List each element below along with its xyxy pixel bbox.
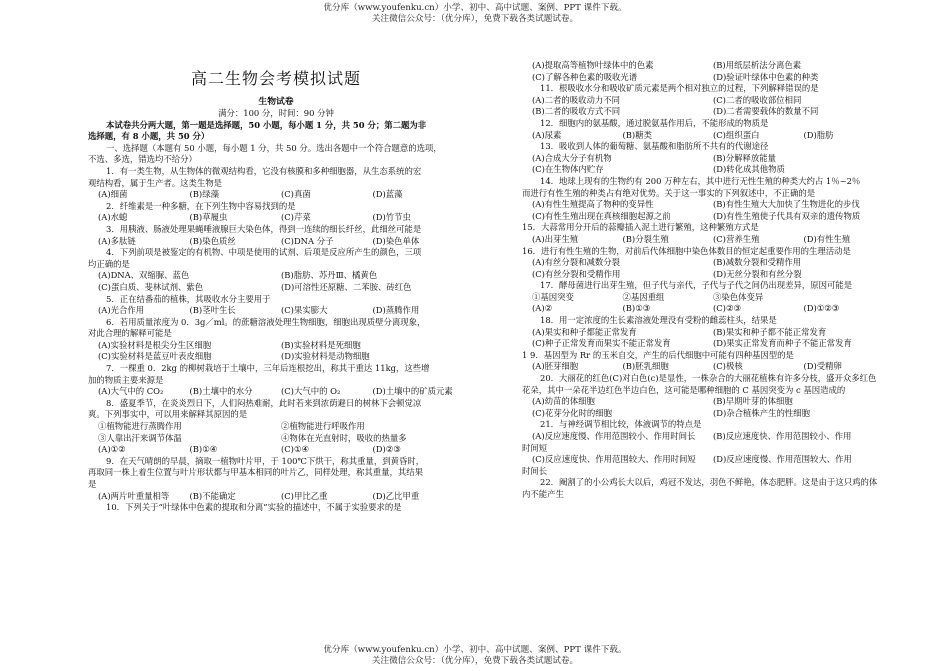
option: (D)①②③ (803, 303, 840, 314)
question-6: 6．若用质量浓度为 0．3g／ml。的蔗糖溶液处理生物细胞，细胞出现质壁分离现象， (106, 316, 426, 327)
option: (A)两片叶重量相等 (98, 490, 170, 501)
question-18: 18．用一定浓度的生长素溶液处理没有受粉的雌蕊柱头，结果是 (540, 315, 777, 326)
option: (D)蓝藻 (372, 189, 403, 200)
statement: ④物体在光直射时，吸收的热量多 (281, 432, 407, 443)
question-19: 1 9．基因型为 Rr 的玉米自交，产生的后代细胞中可能有四种基因型的是 (522, 349, 794, 360)
option: (D)蒸腾作用 (372, 305, 420, 316)
option: (C)花芽分化时的细胞 (532, 407, 612, 418)
option: (A)果实和种子都能正常发育 (532, 326, 637, 337)
question-7: 7．一棵重 0．2kg 的柳树栽培于土壤中，三年后连根挖出，称其干重达 11kg，这些增 (106, 363, 430, 374)
option: (A)①② (98, 444, 126, 455)
option: (B)反应速度快、作用范围较小、作用 (713, 431, 852, 441)
option: (B)染色质丝 (189, 235, 236, 246)
question-8-statements (88, 421, 464, 433)
question-16: 16．进行有性生殖的生物，对前后代体细胞中染色体数目的恒定起重要作用的生理活动是 (522, 245, 851, 256)
statement: ①植物能进行蒸腾作用 (98, 421, 182, 432)
question-17: 17．酵母菌进行出芽生殖，但子代与亲代，子代与子代之间仍出现差异，原因可能是 (540, 280, 853, 291)
footer-line-2: 关注微信公众号：（优分库），免费下载各类试题试卷。 (371, 656, 579, 666)
question-10: 10．下列关于“叶绿体中色素的提取和分离”实验的描述中，不属于实验要求的是 (106, 502, 402, 513)
option: (D)染色单体 (372, 235, 420, 246)
question-9-cont: 再取同一株上着生位置与叶片形状都与甲基本相同的叶片乙，同样处理，称其重量，其结果 (88, 467, 423, 478)
page-header (0, 3, 950, 25)
question-13-options (522, 164, 894, 176)
option: (D)果实正常发育而种子不能正常发育 (713, 338, 852, 349)
option: (D)乙比甲重 (372, 490, 420, 501)
question-10-options (522, 72, 894, 84)
question-6-options (88, 351, 464, 363)
question-1: 1．有一类生物，从生物体的微观结构看，它没有核膜和多种细胞器，从生态系统的宏 (106, 165, 422, 176)
option: (B)二者的吸收方式不同 (532, 106, 621, 117)
option: (A)多肽链 (98, 235, 136, 246)
option: (D)有性生殖 (803, 233, 851, 244)
option: (A)实验材料是根尖分生区细胞 (98, 339, 212, 350)
option: (D)竹节虫 (372, 212, 411, 223)
option: (D)有性生殖使子代具有双亲的遗传物质 (713, 210, 861, 221)
question-1-cont: 观结构看，属于生产者。这类生物是 (88, 177, 222, 188)
score-time: 满分：100 分，时间：90 分钟 (218, 108, 334, 118)
question-21-options (522, 431, 894, 443)
question-6-cont: 对此合理的解释可能是 (88, 328, 172, 339)
option: (C)有丝分裂和受精作用 (532, 268, 621, 279)
option: (D)脂肪 (803, 129, 834, 140)
option: (B)分解释放能量 (713, 152, 776, 163)
question-9-options (88, 491, 464, 503)
statement: ②植物能进行呼吸作用 (281, 421, 365, 432)
option: (B)茎叶生长 (189, 305, 236, 316)
question-19-options (522, 361, 894, 373)
option: (C)DNA 分子 (281, 235, 334, 246)
question-13-options (522, 153, 894, 165)
exam-subtitle: 生物试卷 (258, 97, 294, 107)
question-1-options (88, 189, 464, 201)
section-1-instructions-cont: 不选、多选，错选均不给分） (88, 154, 197, 165)
question-9-cont-2: 是 (88, 479, 97, 489)
option: (D)转化成其他物质 (713, 164, 785, 175)
question-14-options (522, 199, 894, 211)
option: (C)反应速度快、作用范围较大、作用时间短 (532, 454, 696, 465)
question-20-cont: 花朵，其中一朵花半边红色半边白色，这可能是哪种细胞的 C 基因突变为 c 基因造成的 (522, 384, 846, 395)
option: (C)有性生殖出现在真核细胞起源之前 (532, 210, 671, 221)
question-7-cont: 加的物质主要来源是 (88, 374, 164, 385)
option: (D)杂合植株产生的性细胞 (713, 407, 810, 418)
option: (C)极核 (713, 361, 743, 372)
question-20: 20．大丽花的红色(C)对白色(c)是显性，一株杂合的大丽花植株有许多分枝，盛开众多红色 (540, 373, 877, 384)
intro-line-1: 本试卷共分两大题，第一题是选择题，50 小题，每小题 1 分，共 50 分；第二题为非 (106, 119, 427, 130)
option: (C)芹菜 (281, 212, 311, 223)
option: (B)草履虫 (189, 212, 228, 223)
question-22: 22．阉割了的小公鸡长大以后，鸡冠不发达，羽色不鲜艳，体态肥胖。这是由于这只鸡的体 (540, 477, 878, 488)
question-5: 5．正在结番茄的植株，其吸收水分主要用于 (106, 293, 271, 304)
option: (B)绿藻 (189, 189, 219, 200)
header-line-1: 优分库（www.youfenku.cn）小学、初中、高中试题、案例、PPT 课件下载。 (323, 3, 627, 13)
question-21-options (522, 454, 894, 466)
option: (A)细菌 (98, 189, 128, 200)
exam-title: 高二生物会考模拟试题 (190, 69, 361, 88)
option: (B)①④ (189, 444, 218, 455)
option: (B)脂肪、苏丹Ⅲ、橘黄色 (281, 270, 378, 281)
option: (B)实验材料是死细胞 (281, 339, 361, 350)
question-15-options (522, 234, 894, 246)
option: (A)DNA、双缩脲、蓝色 (98, 270, 190, 281)
option: (A)② (532, 303, 553, 314)
question-17-statements (522, 292, 894, 304)
option: (B)用纸层析法分离色素 (713, 60, 802, 70)
option: (D)二者需要载体的数量不同 (713, 106, 819, 117)
option: (B)果实和种子都不能正常发育 (713, 326, 827, 337)
option: (D)反应速度慢、作用范围较大、作用 (713, 454, 852, 465)
page-footer (0, 645, 950, 667)
statement: ②基因重组 (622, 291, 665, 302)
option: (C)蛋白质、斐林试剂、紫色 (98, 281, 204, 292)
question-16-options (522, 269, 894, 281)
question-8: 8．盛夏季节，在炎炎烈日下，人们闷热难耐，此时若来到浓荫避日的树林下会顿觉凉 (106, 397, 422, 408)
option: (B)不能确定 (189, 490, 236, 501)
option: (C)实验材料是蓝豆叶表皮细胞 (98, 351, 212, 362)
question-8-cont: 爽。下列事实中，可以用来解释其原因的是 (88, 409, 248, 420)
option: (C)②③ (713, 303, 741, 314)
question-10-options (522, 60, 894, 72)
option: (C)①④ (281, 444, 309, 455)
option: (A)有丝分裂和减数分裂 (532, 257, 620, 268)
section-1-instructions: 一、选择题（本题有 50 小题，每小题 1 分，共 50 分。选出各题中一个符合题意的选项， (106, 142, 442, 153)
question-3-options (88, 236, 464, 248)
question-5-options (88, 305, 464, 317)
right-column (522, 60, 894, 501)
option: (A)幼苗的体细胞 (532, 396, 595, 407)
question-21: 21．与神经调节相比较，体液调节的特点是 (540, 419, 702, 430)
question-21-options-cont: 时间短 (522, 442, 548, 453)
question-22-cont: 内不能产生 (522, 488, 564, 499)
question-13: 13．吸收到人体的葡萄糖、氨基酸和脂肪所不共有的代谢途径 (540, 141, 769, 152)
question-15: 15．大蒜常用分开后的蒜瓣插入泥土进行繁殖，这种繁殖方式是 (522, 222, 759, 233)
option: (A)反应速度慢、作用范围较小、作用时间长 (532, 431, 696, 441)
option: (C)在生物体内贮存 (532, 164, 604, 175)
option: (C)了解各种色素的吸收光谱 (532, 71, 638, 82)
option: (A)出芽生殖 (532, 233, 579, 244)
option: (B)减数分裂和受精作用 (713, 257, 802, 268)
intro-line-2: 选择题，有 8 小题，共 50 分） (88, 131, 210, 142)
question-3: 3．用胰液、肠液处理果蝇唾液腺巨大染色体，得到一连续的细长纤丝，此细丝可能是 (106, 223, 422, 234)
option: (D)受精卵 (803, 361, 842, 372)
option: (B)胚乳细胞 (622, 361, 669, 372)
option: (C)组织蛋白 (713, 129, 760, 140)
question-20-options (522, 408, 894, 420)
statement: ①基因突变 (532, 291, 574, 302)
option: (B)土壤中的水分 (189, 386, 253, 397)
question-8-options (88, 444, 464, 456)
header-line-2: 关注微信公众号：（优分库），免费下载各类试题试卷。 (371, 14, 579, 24)
question-6-options (88, 340, 464, 352)
question-21-options-cont: 时间长 (522, 465, 548, 476)
question-4: 4．下列前项是被鉴定的有机物、中项是使用的试剂、后项是反应所产生的颜色，三项 (106, 247, 422, 258)
footer-line-1: 优分库（www.youfenku.cn）小学、初中、高中试题、案例、PPT 课件下载。 (323, 645, 627, 655)
statement: ③人靠出汗来调节体温 (98, 432, 182, 443)
option: (A)胚芽细胞 (532, 361, 579, 372)
option: (B)①③ (622, 303, 651, 314)
question-20-options (522, 396, 894, 408)
question-14: 14．地球上现有的生物约有 200 万种左右，其中进行无性生殖的种类大约占 1％~2％ (540, 175, 861, 186)
option: (C)真菌 (281, 189, 311, 200)
option: (D)实验材料是动物细胞 (281, 351, 370, 362)
question-11-options (522, 106, 894, 118)
option: (C)果实膨大 (281, 305, 328, 316)
option: (C)营养生殖 (713, 233, 760, 244)
option: (B)早期叶芽的体细胞 (713, 396, 793, 407)
option: (D)可溶性还原糖、二苯胺、砖红色 (281, 281, 412, 292)
question-4-options (88, 282, 464, 294)
option: (C)二者的吸收部位相同 (713, 94, 802, 105)
option: (A)光合作用 (98, 305, 145, 316)
question-4-options (88, 270, 464, 282)
statement: ③染色体变异 (713, 291, 764, 302)
option: (A)有性生殖提高了物种的变异性 (532, 199, 654, 210)
question-16-options (522, 257, 894, 269)
question-18-options (522, 338, 894, 350)
question-14-options (522, 211, 894, 223)
question-4-cont: 均正确的是 (88, 258, 130, 269)
option: (A)提取高等植物叶绿体中的色素 (532, 60, 654, 70)
option: (A)大气中的 CO₂ (98, 386, 164, 397)
question-12: 12．细胞内的氨基酸，通过脱氨基作用后，不能形成的物质是 (540, 117, 769, 128)
option: (B)有性生殖大大加快了生物进化的步伐 (713, 199, 860, 210)
question-9: 9．在天气晴朗的早晨，摘取一植物叶片甲，于 100℃下烘干，称其重量，到黄昏时， (106, 455, 425, 466)
option: (C)甲比乙重 (281, 490, 328, 501)
question-11: 11．根吸收水分和吸收矿质元素是两个相对独立的过程，下列解释错误的是 (540, 83, 819, 94)
left-column (88, 60, 464, 514)
option: (D)无丝分裂和有丝分裂 (713, 268, 802, 279)
option: (D)土壤中的矿质元素 (372, 386, 453, 397)
option: (B)糖类 (622, 129, 652, 140)
option: (A)二者的吸收动力不同 (532, 94, 620, 105)
question-7-options (88, 386, 464, 398)
question-8-statements (88, 433, 464, 445)
question-17-options (522, 303, 894, 315)
question-14-cont: 而进行有性生殖的种类占有绝对优势。关于这一事实的下列叙述中，不正确的是 (522, 187, 816, 198)
option: (C)大气中的 O₂ (281, 386, 341, 397)
option: (A)合成大分子有机物 (532, 152, 612, 163)
option: (A)尿素 (532, 129, 562, 140)
question-2: 2．纤维素是一种多糖，在下列生物中容易找到的是 (106, 200, 296, 211)
question-18-options (522, 327, 894, 339)
option: (D)验证叶绿体中色素的种类 (713, 71, 819, 82)
option: (A)水螅 (98, 212, 128, 223)
question-12-options (522, 130, 894, 142)
option: (C)种子正常发育而果实不能正常发育 (532, 338, 671, 349)
question-2-options (88, 212, 464, 224)
option: (D)②③ (372, 444, 401, 455)
option: (B)分裂生殖 (622, 233, 669, 244)
question-11-options (522, 95, 894, 107)
